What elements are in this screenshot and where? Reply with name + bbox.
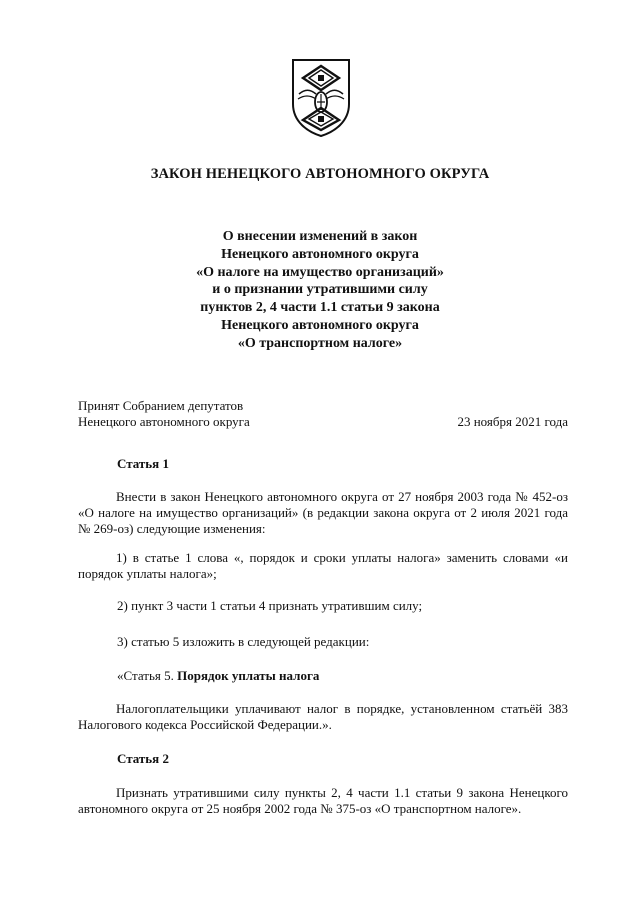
subtitle-line: «О налоге на имущество организаций»	[196, 264, 444, 280]
article-1-intro: Внести в закон Ненецкого автономного округа от 27 ноября 2003 года № 452-оз «О налоге на имущество организаций» (в редакции закона округа от 2 июля 2021 года № 269-оз) следующие изменения:	[78, 489, 568, 536]
quoted-article-5-heading	[117, 668, 319, 684]
subtitle-line: Ненецкого автономного округа	[221, 246, 419, 262]
subtitle-line: «О транспортном налоге»	[237, 335, 403, 351]
subtitle-line: и о признании утратившими силу	[212, 282, 428, 298]
law-subtitle	[0, 228, 640, 353]
subtitle-line: Ненецкого автономного округа	[221, 317, 419, 333]
adoption-date: 23 ноября 2021 года	[457, 413, 568, 429]
subtitle-line: пунктов 2, 4 части 1.1 статьи 9 закона	[200, 300, 440, 316]
subtitle-line: О внесении изменений в закон	[222, 229, 418, 244]
quoted-article-5-prefix: «Статья 5.	[117, 668, 174, 683]
article-1-item-2: 2) пункт 3 части 1 статьи 4 признать утратившим силу;	[117, 598, 423, 613]
article-1-item-1: 1) в статье 1 слова «, порядок и сроки уплаты налога» заменить словами «и порядок уплаты налога»;	[78, 550, 568, 581]
article-1-item-3: 3) статью 5 изложить в следующей редакции:	[117, 634, 370, 649]
nenets-coat-of-arms-icon	[290, 58, 352, 138]
article-2-text: Признать утратившими силу пункты 2, 4 части 1.1 статьи 9 закона Ненецкого автономного округа от 25 ноября 2002 года № 375-оз «О транспортном налоге».	[78, 785, 568, 816]
adopted-by-line2: Ненецкого автономного округа	[78, 413, 250, 429]
article-1-heading: Статья 1	[117, 456, 169, 471]
adopted-by-line1: Принят Собранием депутатов	[78, 398, 244, 413]
quoted-article-5-title: Порядок уплаты налога	[177, 668, 320, 683]
adoption-block	[78, 398, 568, 429]
article-2-heading: Статья 2	[117, 751, 169, 766]
law-title: ЗАКОН НЕНЕЦКОГО АВТОНОМНОГО ОКРУГА	[150, 166, 490, 182]
quoted-article-5-text: Налогоплательщики уплачивают налог в порядке, установленном статьёй 383 Налогового кодекса Российской Федерации.».	[78, 701, 568, 732]
